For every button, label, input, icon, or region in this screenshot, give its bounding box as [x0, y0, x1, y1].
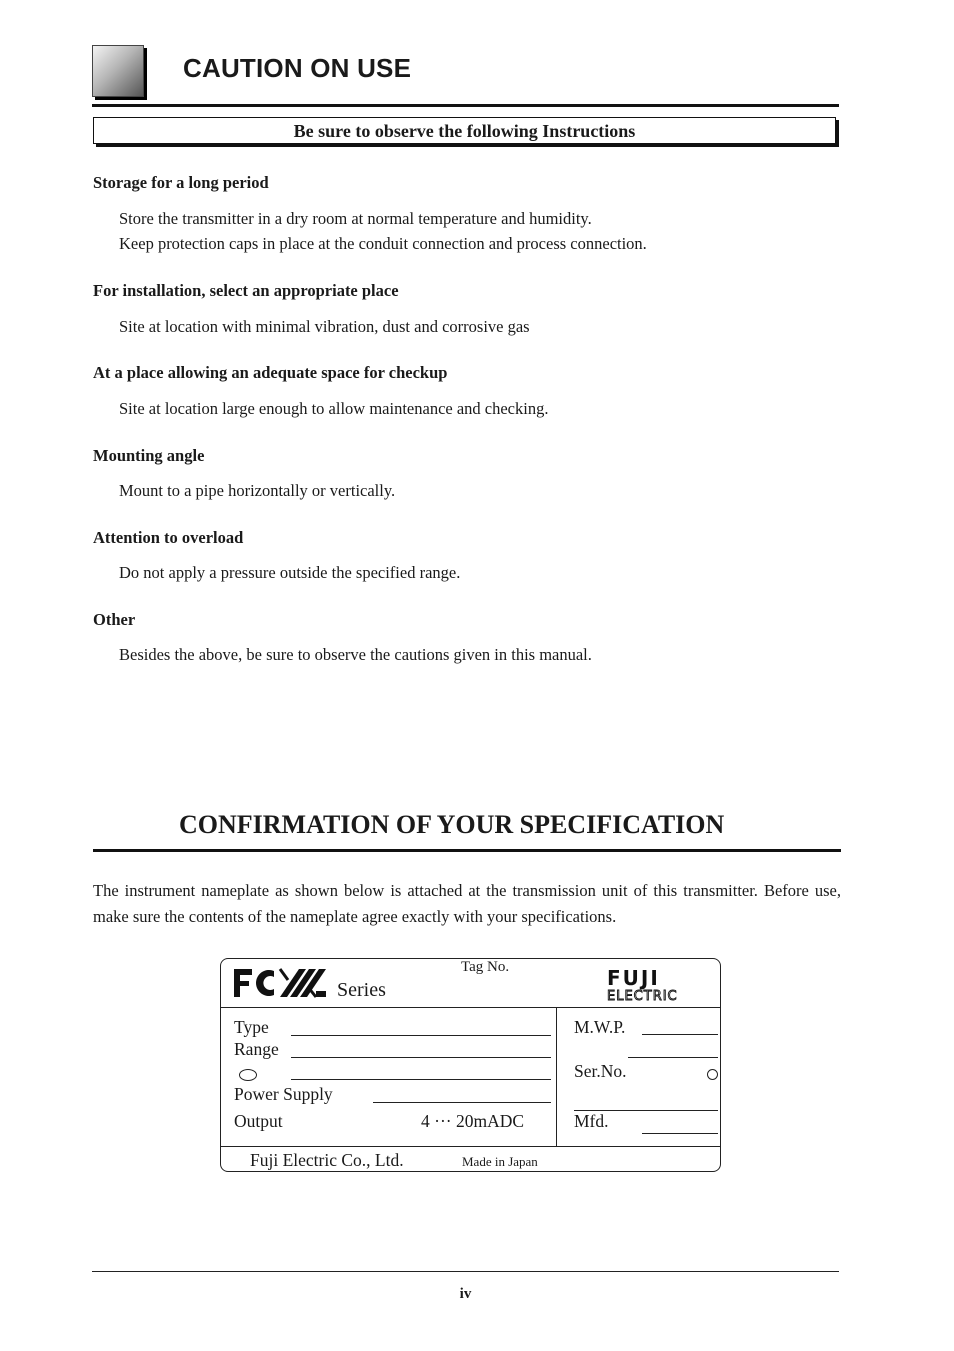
nameplate-divider-column: [556, 1007, 557, 1146]
type-label: Type: [234, 1017, 269, 1037]
nameplate: [220, 958, 721, 1172]
oval-mark-icon: [239, 1069, 257, 1081]
page-title: CAUTION ON USE: [183, 53, 412, 83]
section-text-installation: Site at location with minimal vibration, dust and corrosive gas: [119, 317, 530, 336]
section-text-overload: Do not apply a pressure outside the specified range.: [119, 563, 461, 582]
blank-field-line: [291, 1079, 551, 1080]
mwp-label: M.W.P.: [574, 1017, 626, 1037]
confirmation-paragraph: The instrument nameplate as shown below is attached at the transmission unit of this transmitter. Before use, make sure the contents of the nameplate agree exactly with your specifications.: [93, 881, 841, 926]
power-supply-label: Power Supply: [234, 1084, 333, 1104]
circle-mark-icon: [707, 1069, 718, 1080]
mwp-field-line-2: [628, 1057, 718, 1058]
section-text-checkup-space: Site at location large enough to allow maintenance and checking.: [119, 399, 549, 418]
range-field-line: [291, 1057, 551, 1058]
confirmation-title: CONFIRMATION OF YOUR SPECIFICATION: [179, 810, 725, 839]
fuji-electric-logo-icon: [605, 967, 713, 1003]
section-text-other: Besides the above, be sure to observe the cautions given in this manual.: [119, 645, 592, 664]
section-heading-checkup-space: At a place allowing an adequate space for checkup: [93, 363, 448, 382]
confirmation-rule: [93, 849, 841, 852]
output-label: Output: [234, 1111, 283, 1131]
range-label: Range: [234, 1039, 279, 1059]
type-field-line: [291, 1035, 551, 1036]
ser-no-label: Ser.No.: [574, 1061, 627, 1081]
output-value: 4 ··· 20mADC: [421, 1111, 525, 1131]
made-in-japan: Made in Japan: [462, 1154, 538, 1169]
section-text-storage-1: Store the transmitter in a dry room at normal temperature and humidity.: [119, 209, 592, 228]
nameplate-divider-top: [221, 1007, 720, 1008]
section-text-mounting: Mount to a pipe horizontally or vertically.: [119, 481, 396, 500]
mwp-field-line: [642, 1034, 718, 1035]
company-name: Fuji Electric Co., Ltd.: [250, 1150, 404, 1170]
section-heading-overload: Attention to overload: [93, 528, 244, 547]
section-heading-mounting: Mounting angle: [93, 446, 205, 465]
section-heading-other: Other: [93, 610, 136, 629]
mfd-label: Mfd.: [574, 1111, 609, 1131]
page-number: iv: [459, 1286, 472, 1302]
series-label: Series: [337, 979, 386, 1001]
power-supply-field-line: [373, 1102, 551, 1103]
footer-rule: [92, 1271, 839, 1272]
svg-text:FUJI: FUJI: [607, 967, 660, 990]
header-rule: [92, 104, 839, 107]
section-text-storage-2: Keep protection caps in place at the conduit connection and process connection.: [119, 234, 647, 253]
fcx-logo-icon: [234, 966, 326, 1000]
tag-no-label: Tag No.: [461, 959, 510, 975]
mfd-field-line: [642, 1133, 718, 1134]
section-heading-installation: For installation, select an appropriate place: [93, 281, 399, 300]
instructions-banner: Be sure to observe the following Instructions: [93, 117, 836, 144]
header-gradient-square-icon: [92, 45, 144, 97]
svg-text:ELECTRIC: ELECTRIC: [607, 989, 678, 1003]
section-heading-storage: Storage for a long period: [93, 173, 269, 192]
nameplate-divider-bottom: [221, 1146, 720, 1147]
